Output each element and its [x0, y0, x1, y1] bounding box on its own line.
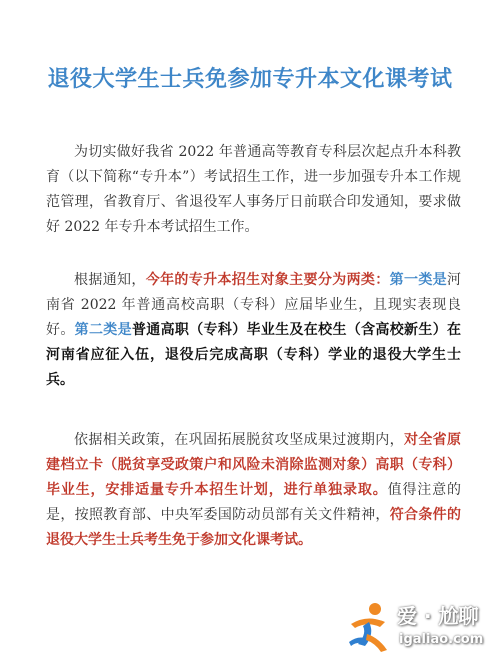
watermark-url: igaliao.com [399, 632, 484, 647]
paragraph-enrollment-targets [46, 268, 461, 393]
p2-second-category-text: 普通高职（专科）毕业生及在校生（含高校新生）在河南省应征入伍，退役后完成高职（专科）学业的退役大学生士兵。 [46, 322, 462, 388]
watermark-name: 爱 · 尬聊 [397, 604, 479, 628]
running-figure-logo-icon [345, 600, 395, 654]
p3-middle-text: 值得注意的是，按照教育部、中央军委国防动员部有关文件精神， [46, 482, 462, 523]
p3-highlight-separate-admission: 对全省原建档立卡（脱贫享受政策户和风险未消除监测对象）高职（专科）毕业生，安排适量专升本招生计划，进行单独录取。 [46, 432, 462, 498]
p2-highlight-two-categories: 今年的专升本招生对象主要分为两类： [145, 272, 390, 288]
p3-lead-text: 依据相关政策，在巩固拓展脱贫攻坚成果过渡期内， [74, 432, 404, 448]
paragraph-intro-text: 为切实做好我省 2022 年普通高等教育专科层次起点升本科教育（以下简称“专升本”）考试招生工作，进一步加强专升本工作规范管理，省教育厅、省退役军人事务厅日前联合印发通知，要求做好 2022 年专升本考试招生工作。 [46, 144, 461, 235]
article-title: 退役大学生士兵免参加专升本文化课考试 [47, 67, 453, 92]
p2-second-category-label: 第二类是 [74, 322, 132, 338]
p2-first-category-label: 第一类是 [389, 272, 448, 288]
p2-first-category-text: 河南省 2022 年普通高校高职（专科）应届毕业生，且现实表现良好。 [46, 272, 462, 338]
paragraph-policy [46, 428, 461, 553]
p3-highlight-exam-exemption: 符合条件的退役大学生士兵考生免于参加文化课考试。 [46, 507, 462, 548]
p2-lead-text: 根据通知， [74, 272, 146, 288]
watermark [345, 596, 495, 658]
paragraph-intro [46, 140, 461, 240]
